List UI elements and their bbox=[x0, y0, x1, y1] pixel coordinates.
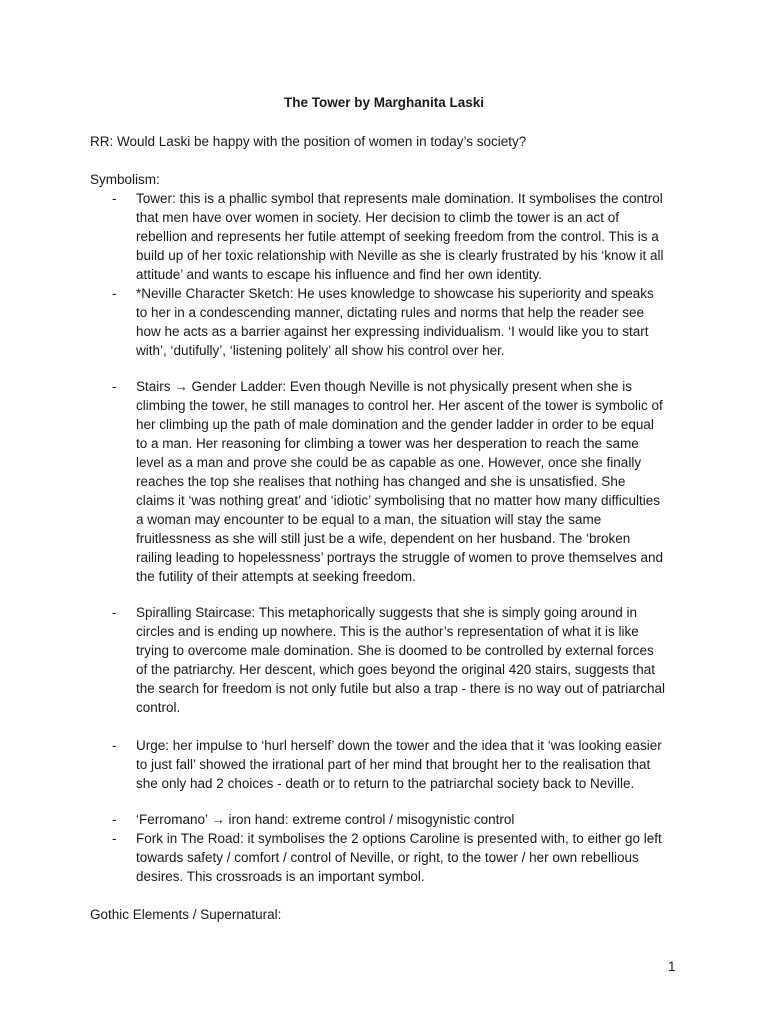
bullet-marker: - bbox=[112, 738, 117, 753]
bullet-marker: - bbox=[112, 286, 117, 301]
text-line: circles and is ending up nowhere. This is the author’s representation of what it is like bbox=[136, 624, 639, 639]
text-line: fruitlessness as she will still just be a wife, dependent on her husband. The ‘broken bbox=[136, 531, 631, 546]
text-line: that men have over women in society. Her decision to climb the tower is an act of bbox=[136, 210, 619, 225]
text-line: rebellion and represents her futile attempt of seeking freedom from the control. This is a bbox=[136, 229, 659, 244]
text-line: towards safety / comfort / control of Neville, or right, to the tower / her own rebellious bbox=[136, 850, 639, 865]
text-line: railing leading to hopelessness’ portrays the struggle of women to prove themselves and bbox=[136, 550, 664, 565]
text-line: of the patriarchy. Her descent, which goes beyond the original 420 stairs, suggests that bbox=[136, 662, 656, 677]
text-line: Spiralling Staircase: This metaphorically suggests that she is simply going around in bbox=[136, 605, 638, 620]
text-line: the search for freedom is not only futile but also a trap - there is no way out of patriarchal bbox=[136, 681, 666, 696]
text-line: reaches the top she realises that nothing has changed and she is unsatisfied. She bbox=[136, 474, 626, 489]
bullet-marker: - bbox=[112, 191, 117, 206]
list-item-ferromano bbox=[136, 810, 696, 829]
list-item-urge bbox=[136, 736, 696, 793]
text-line: ‘Ferromano’ → iron hand: extreme control / misogynistic control bbox=[136, 812, 515, 827]
text-line: to her in a condescending manner, dictating rules and norms that help the reader see bbox=[136, 305, 645, 320]
text-line: a woman may encounter to be equal to a man, the situation will stay the same bbox=[136, 512, 602, 527]
text-line: *Neville Character Sketch: He uses knowledge to showcase his superiority and speaks bbox=[136, 286, 654, 301]
bullet-marker: - bbox=[112, 831, 117, 846]
text-line: the futility of their attempts at seeking freedom. bbox=[136, 569, 416, 584]
text-line: her climbing up the path of male domination and the gender ladder in order to be equal bbox=[136, 417, 654, 432]
text-line: claims it ‘was nothing great’ and ‘idiotic’ symbolising that no matter how many difficulties bbox=[136, 493, 660, 508]
text-line: Stairs → Gender Ladder: Even though Neville is not physically present when she is bbox=[136, 379, 633, 394]
text-line: level as a man and prove she could be as capable as one. However, once she finally bbox=[136, 455, 642, 470]
research-question: RR: Would Laski be happy with the position of women in today’s society? bbox=[90, 134, 527, 149]
list-item-neville-sketch bbox=[136, 284, 696, 360]
gothic-heading: Gothic Elements / Supernatural: bbox=[90, 907, 282, 922]
text-line: to a man. Her reasoning for climbing a tower was her desperation to reach the same bbox=[136, 436, 639, 451]
text-line: climbing the tower, he still manages to control her. Her ascent of the tower is symbolic of bbox=[136, 398, 663, 413]
text-line: to just fall’ showed the irrational part of her mind that brought her to the realisation that bbox=[136, 757, 651, 772]
list-item-fork-in-road bbox=[136, 829, 696, 886]
text-line: build up of her toxic relationship with Neville as she is clearly frustrated by his ‘know it all bbox=[136, 248, 664, 263]
symbolism-heading: Symbolism: bbox=[90, 172, 160, 187]
text-line: she only had 2 choices - death or to return to the patriarchal society back to Neville. bbox=[136, 776, 635, 791]
text-line: Tower: this is a phallic symbol that represents male domination. It symbolises the control bbox=[136, 191, 663, 206]
text-line: Urge: her impulse to ‘hurl herself’ down the tower and the idea that it ‘was looking easier bbox=[136, 738, 662, 753]
text-line: with’, ‘dutifully’, ‘listening politely’ all show his control over her. bbox=[136, 343, 505, 358]
bullet-marker: - bbox=[112, 605, 117, 620]
list-item-spiralling-staircase bbox=[136, 603, 696, 717]
text-line: trying to overcome male domination. She is doomed to be controlled by external forces bbox=[136, 643, 654, 658]
text-line: desires. This crossroads is an important symbol. bbox=[136, 869, 425, 884]
page-number: 1 bbox=[668, 959, 676, 974]
text-line: Fork in The Road: it symbolises the 2 options Caroline is presented with, to either go left bbox=[136, 831, 662, 846]
list-item-stairs bbox=[136, 377, 696, 586]
document-title: The Tower by Marghanita Laski bbox=[283, 95, 485, 110]
text-line: control. bbox=[136, 700, 181, 715]
text-line: how he acts as a barrier against her expressing individualism. ‘I would like you to start bbox=[136, 324, 649, 339]
bullet-marker: - bbox=[112, 379, 117, 394]
list-item-tower bbox=[136, 189, 696, 284]
bullet-marker: - bbox=[112, 812, 117, 827]
text-line: attitude’ and wants to escape his influence and find her own identity. bbox=[136, 267, 543, 282]
